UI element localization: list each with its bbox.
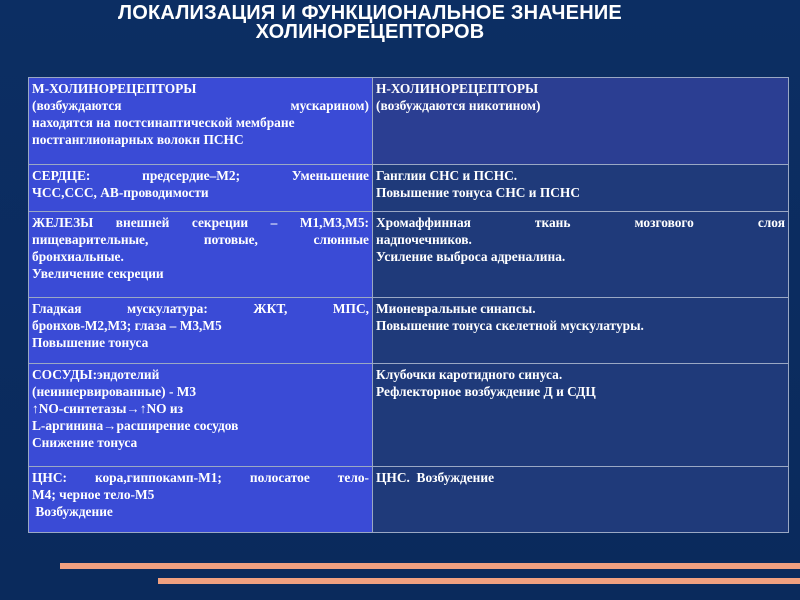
receptor-table-container bbox=[28, 77, 788, 533]
table-cell-chromaffin bbox=[373, 212, 789, 298]
table-cell-n-receptors-header bbox=[373, 78, 789, 165]
cell-line: L-аргинина→расширение сосудов bbox=[32, 418, 239, 433]
cell-line: Рефлекторное возбуждение Д и СДЦ bbox=[376, 384, 596, 399]
table-cell-cns-n bbox=[373, 467, 789, 533]
cell-line: Усиление выброса адреналина. bbox=[376, 249, 566, 264]
cell-line: М4; черное тело-М5 bbox=[32, 487, 155, 502]
decorative-bar-top bbox=[60, 563, 800, 569]
cell-line: ЖЕЛЕЗЫ внешней секреции – М1,М3,М5: bbox=[32, 215, 369, 230]
page-title-line-1: ЛОКАЛИЗАЦИЯ И ФУНКЦИОНАЛЬНОЕ ЗНАЧЕНИЕ bbox=[118, 2, 622, 24]
cell-line: бронхиальные. bbox=[32, 249, 124, 264]
table-cell-vessels bbox=[29, 364, 373, 467]
cell-line: СОСУДЫ:эндотелий bbox=[32, 367, 160, 382]
table-cell-m-receptors-header bbox=[29, 78, 373, 165]
cell-line: Снижение тонуса bbox=[32, 435, 138, 450]
cell-line: (возбуждаются никотином) bbox=[376, 98, 541, 113]
cell-line: постганглионарных волокн ПСНС bbox=[32, 132, 244, 147]
table-cell-cns-m bbox=[29, 467, 373, 533]
page-title-line-2: ХОЛИНОРЕЦЕПТОРОВ bbox=[255, 21, 485, 43]
cell-line: Повышение тонуса bbox=[32, 335, 149, 350]
page-title bbox=[0, 4, 740, 42]
cell-line: СЕРДЦЕ: предсердие–М2; Уменьшение bbox=[32, 168, 369, 183]
receptor-table-body bbox=[29, 78, 789, 533]
cell-line: Н-ХОЛИНОРЕЦЕПТОРЫ bbox=[376, 81, 539, 96]
cell-line: Возбуждение bbox=[32, 504, 113, 519]
table-row bbox=[29, 78, 789, 165]
cell-line: находятся на постсинаптической мембране bbox=[32, 115, 295, 130]
table-row bbox=[29, 364, 789, 467]
cell-line: ЦНС: кора,гиппокамп-М1; полосатое тело- bbox=[32, 470, 369, 485]
table-cell-carotid bbox=[373, 364, 789, 467]
cell-line: М-ХОЛИНОРЕЦЕПТОРЫ bbox=[32, 81, 197, 96]
table-cell-heart bbox=[29, 165, 373, 212]
cell-line: Клубочки каротидного синуса. bbox=[376, 367, 563, 382]
cell-line: надпочечников. bbox=[376, 232, 472, 247]
receptor-table bbox=[28, 77, 789, 533]
cell-line: (возбуждаются мускарином) bbox=[32, 98, 369, 113]
table-row bbox=[29, 165, 789, 212]
table-cell-smooth-muscle bbox=[29, 298, 373, 364]
table-row bbox=[29, 212, 789, 298]
table-row bbox=[29, 467, 789, 533]
cell-line: Повышение тонуса СНС и ПСНС bbox=[376, 185, 581, 200]
cell-line: Гладкая мускулатура: ЖКТ, МПС, bbox=[32, 301, 369, 316]
table-cell-glands bbox=[29, 212, 373, 298]
cell-line: ЦНС. Возбуждение bbox=[376, 470, 495, 485]
cell-line: пищеварительные, потовые, слюнные bbox=[32, 232, 369, 247]
table-row bbox=[29, 298, 789, 364]
cell-line: ЧСС,ССС, АВ-проводимости bbox=[32, 185, 209, 200]
cell-line: (неиннервированные) - М3 bbox=[32, 384, 197, 399]
cell-line: Повышение тонуса скелетной мускулатуры. bbox=[376, 318, 644, 333]
cell-line: бронхов-М2,М3; глаза – М3,М5 bbox=[32, 318, 222, 333]
cell-line: Мионевральные синапсы. bbox=[376, 301, 536, 316]
cell-line: ↑NO-синтетазы→↑NO из bbox=[32, 401, 184, 416]
cell-line: Ганглии СНС и ПСНС. bbox=[376, 168, 518, 183]
decorative-bar-bottom bbox=[158, 578, 800, 584]
cell-line: Увеличение секреции bbox=[32, 266, 164, 281]
table-cell-neuromuscular bbox=[373, 298, 789, 364]
table-cell-ganglia bbox=[373, 165, 789, 212]
cell-line: Хромаффинная ткань мозгового слоя bbox=[376, 215, 785, 230]
